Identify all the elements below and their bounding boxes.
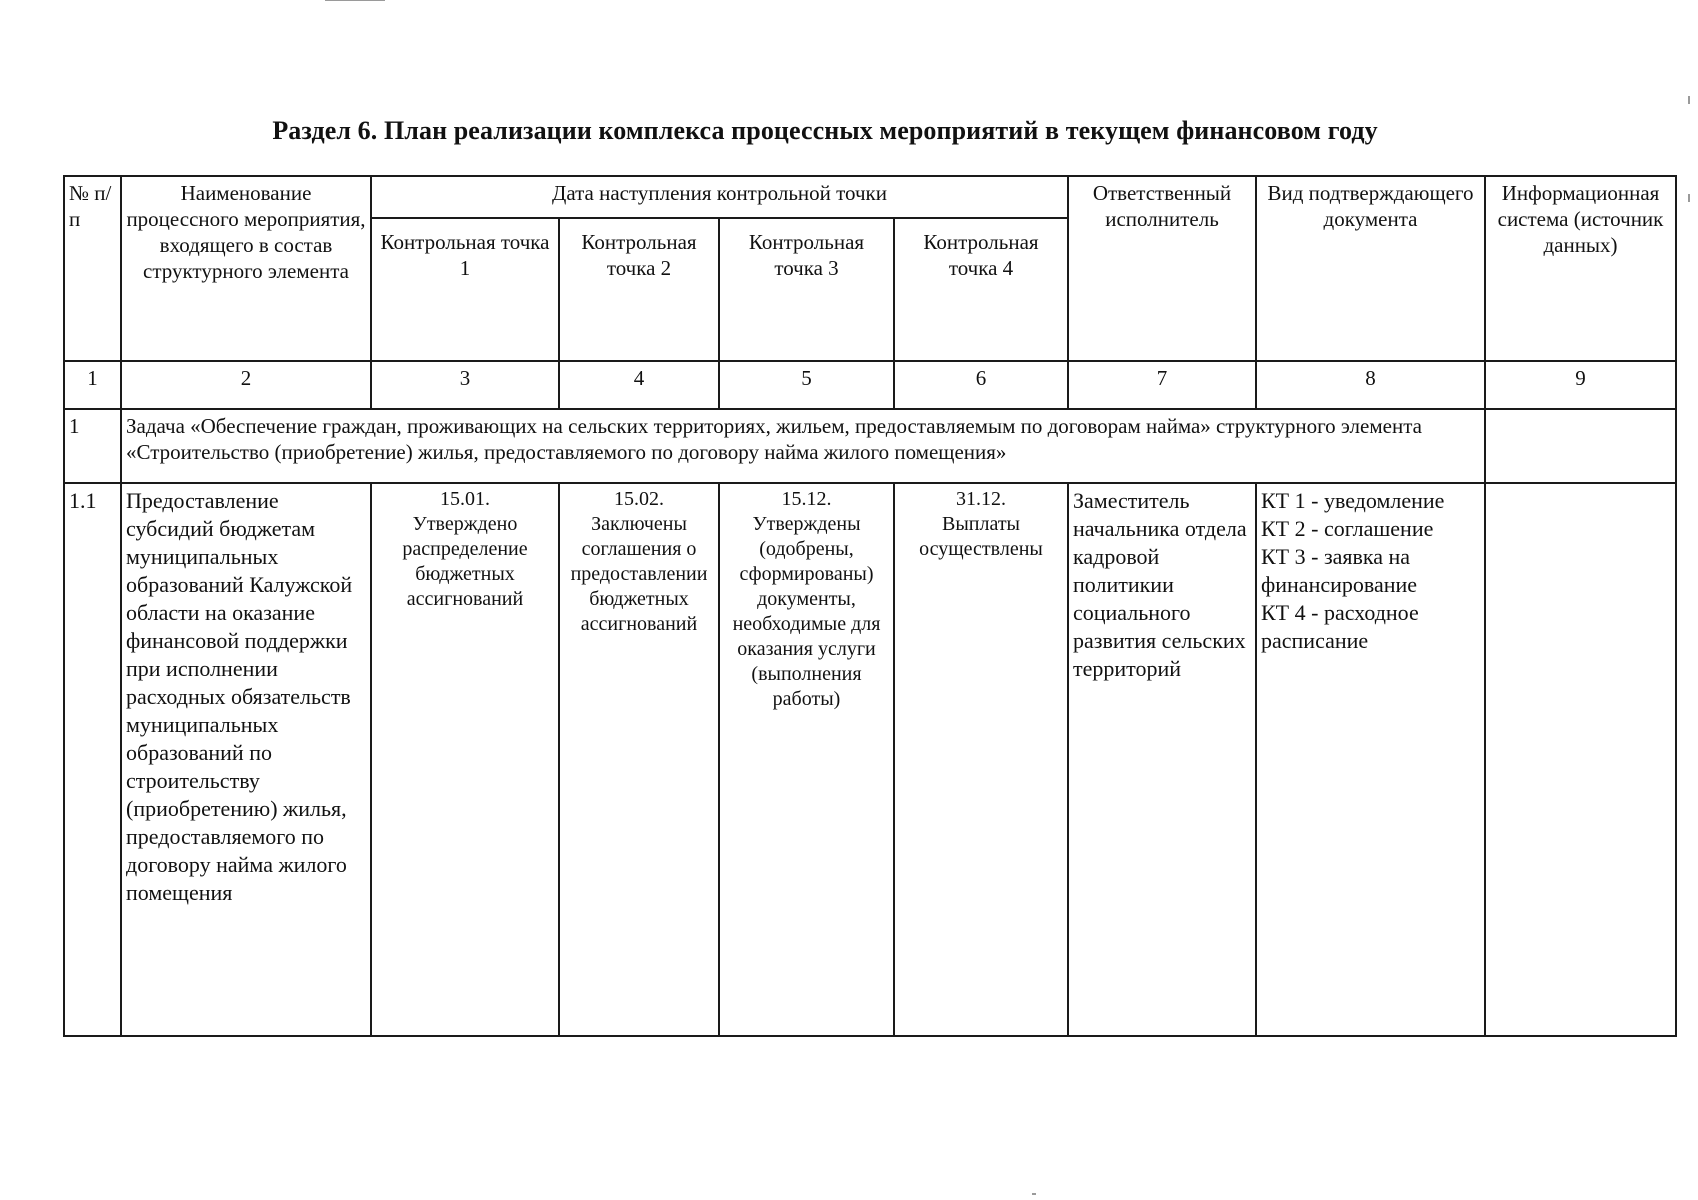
column-number: 5 bbox=[719, 361, 894, 409]
column-number-row bbox=[64, 361, 1676, 409]
table-header-row bbox=[64, 176, 1676, 218]
header-control-point-3: Контрольная точка 3 bbox=[719, 218, 894, 361]
responsible-executor: Заместитель начальника отдела кадровой политикии социального развития сельских территорий bbox=[1068, 483, 1256, 1036]
header-number: № п/п bbox=[64, 176, 121, 361]
column-number: 2 bbox=[121, 361, 371, 409]
control-point-1-date: 15.01. bbox=[440, 488, 490, 510]
control-point-2-date: 15.02. bbox=[614, 488, 664, 510]
header-control-point-2: Контрольная точка 2 bbox=[559, 218, 719, 361]
info-system-cell bbox=[1485, 483, 1676, 1036]
task-row bbox=[64, 409, 1676, 483]
column-number: 3 bbox=[371, 361, 559, 409]
control-point-1-cell bbox=[371, 483, 559, 1036]
confirming-documents bbox=[1256, 483, 1485, 1036]
activity-name: Предоставление субсидий бюджетам муниципальных образований Калужской области на оказание финансовой поддержки при исполнении расходных обязательств муниципальных образований по строительству (приобретению) жилья, предоставляемого по договору найма жилого помещения bbox=[121, 483, 371, 1036]
table-row bbox=[64, 483, 1676, 1036]
control-point-3-date: 15.12. bbox=[781, 488, 832, 510]
column-number: 1 bbox=[64, 361, 121, 409]
control-point-1-text: Утверждено распределение бюджетных ассигнований bbox=[402, 513, 528, 610]
control-point-4-text: Выплаты осуществлены bbox=[919, 513, 1043, 560]
column-number: 4 bbox=[559, 361, 719, 409]
row-number: 1.1 bbox=[64, 483, 121, 1036]
header-control-point-date: Дата наступления контрольной точки bbox=[371, 176, 1068, 218]
control-point-2-cell bbox=[559, 483, 719, 1036]
document-item: КТ 2 - соглашение bbox=[1261, 516, 1434, 541]
task-description: Задача «Обеспечение граждан, проживающих на сельских территориях, жильем, предоставляемым по договорам найма» структурного элемента «Строительство (приобретение) жилья, предоставляемого по договору найма жилого помещения» bbox=[121, 409, 1485, 483]
control-point-3-cell bbox=[719, 483, 894, 1036]
document-item: КТ 3 - заявка на финансирование bbox=[1261, 544, 1418, 597]
control-point-4-cell bbox=[894, 483, 1068, 1036]
implementation-plan-table bbox=[63, 175, 1677, 1037]
document-item: КТ 4 - расходное расписание bbox=[1261, 600, 1419, 653]
scan-artifact bbox=[1688, 194, 1690, 202]
column-number: 8 bbox=[1256, 361, 1485, 409]
control-point-3-text: Утверждены (одобрены, сформированы) документы, необходимые для оказания услуги (выполнения работы) bbox=[732, 513, 881, 710]
header-control-point-1: Контрольная точка 1 bbox=[371, 218, 559, 361]
page-title: Раздел 6. План реализации комплекса процессных мероприятий в текущем финансовом году bbox=[272, 116, 1378, 145]
scan-artifact bbox=[1688, 96, 1690, 104]
scan-artifact bbox=[325, 0, 385, 1]
column-number: 7 bbox=[1068, 361, 1256, 409]
header-responsible: Ответственный исполнитель bbox=[1068, 176, 1256, 361]
header-activity-name: Наименование процессного мероприятия, входящего в состав структурного элемента bbox=[121, 176, 371, 361]
control-point-2-text: Заключены соглашения о предоставлении бюджетных ассигнований bbox=[570, 513, 708, 635]
header-info-system: Информационная система (источник данных) bbox=[1485, 176, 1676, 361]
document-item: КТ 1 - уведомление bbox=[1261, 488, 1445, 513]
task-number: 1 bbox=[64, 409, 121, 483]
header-document-type: Вид подтверждающего документа bbox=[1256, 176, 1485, 361]
control-point-4-date: 31.12. bbox=[956, 488, 1006, 510]
column-number: 6 bbox=[894, 361, 1068, 409]
header-control-point-4: Контрольная точка 4 bbox=[894, 218, 1068, 361]
task-info-system bbox=[1485, 409, 1676, 483]
scan-artifact bbox=[1032, 1193, 1036, 1195]
column-number: 9 bbox=[1485, 361, 1676, 409]
